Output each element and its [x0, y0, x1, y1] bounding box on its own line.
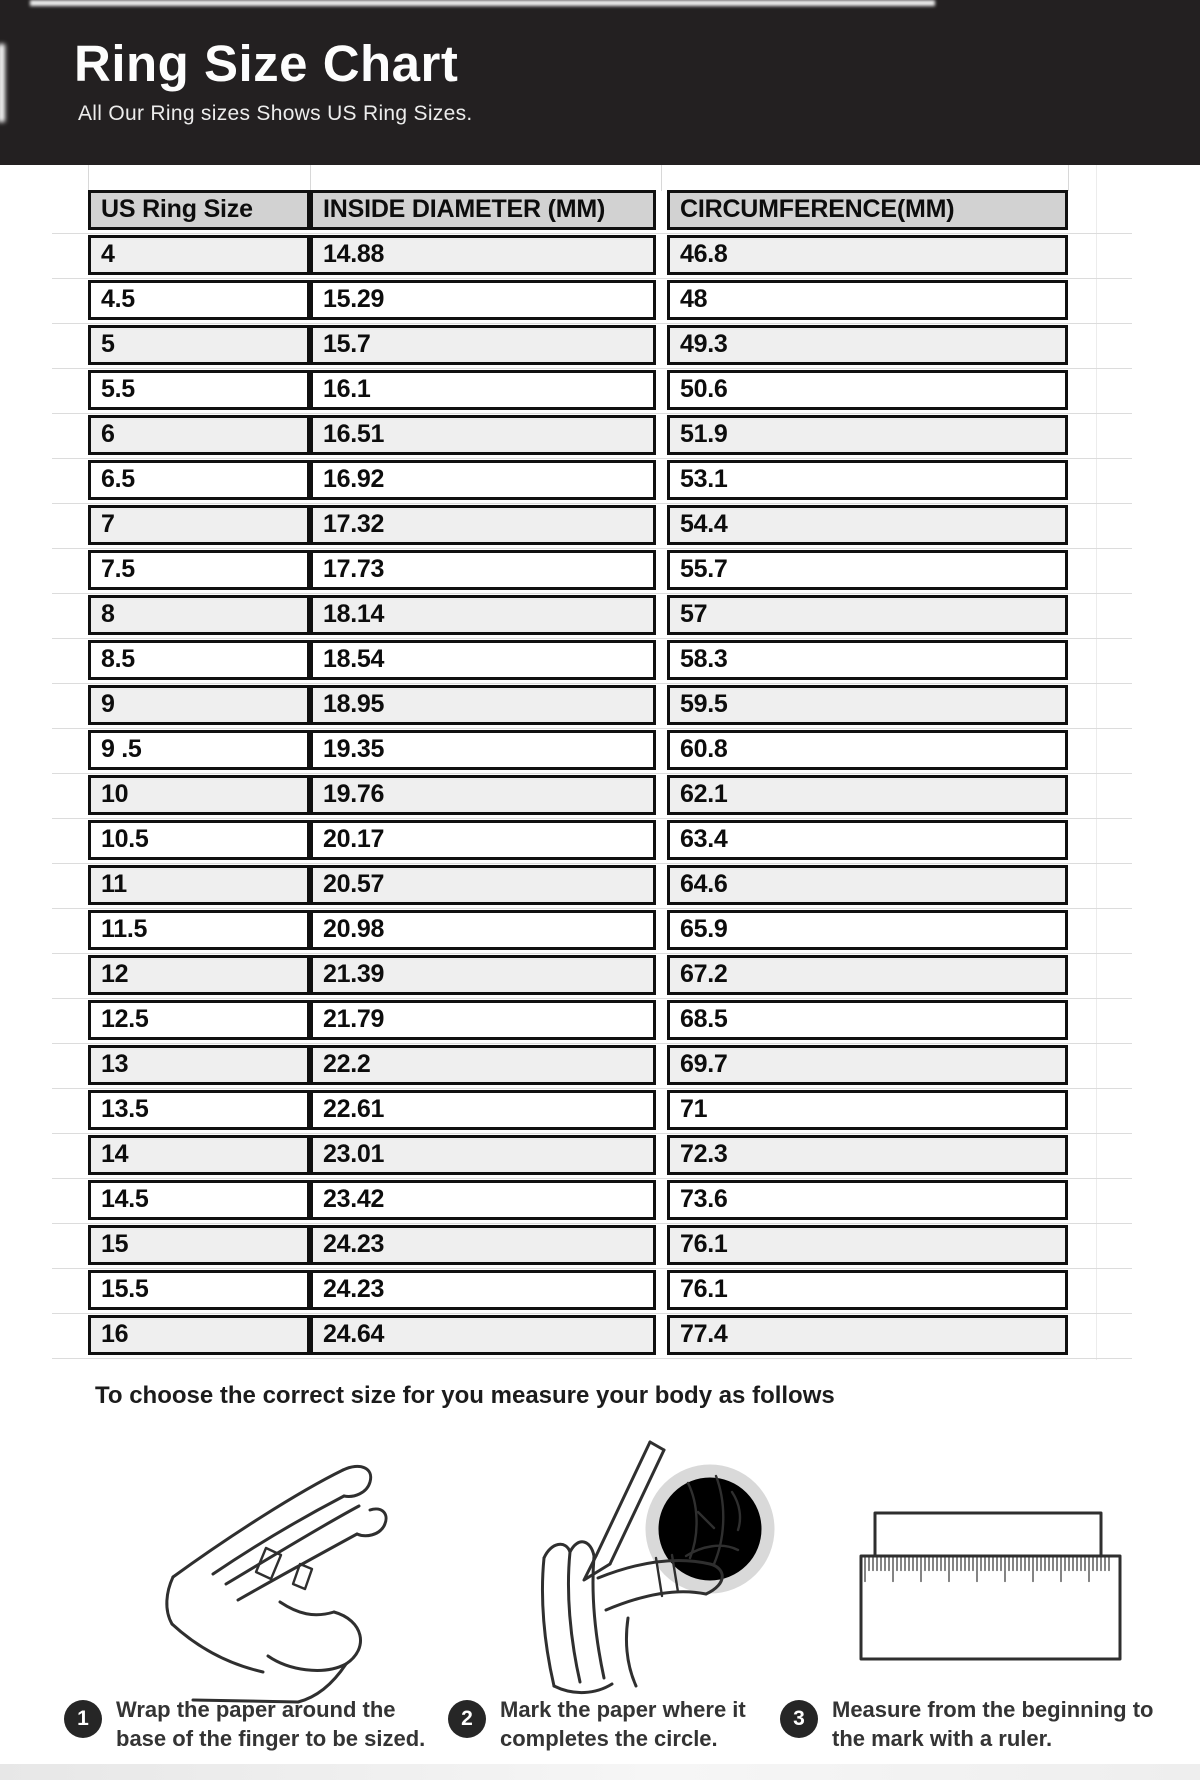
ring-size-cell: 7.5 [88, 550, 310, 590]
page-subtitle: All Our Ring sizes Shows US Ring Sizes. [78, 102, 473, 125]
diameter-cell: 22.2 [310, 1045, 656, 1085]
step-number-badge: 1 [64, 1700, 102, 1738]
ring-size-cell: 14.5 [88, 1180, 310, 1220]
circumference-cell: 67.2 [667, 955, 1068, 995]
grid-line [52, 683, 1132, 684]
table-row [88, 505, 1068, 545]
table-row [88, 235, 1068, 275]
ring-size-cell: 4.5 [88, 280, 310, 320]
ring-size-cell: 10.5 [88, 820, 310, 860]
table-header-row [88, 190, 1068, 230]
diameter-cell: 16.1 [310, 370, 656, 410]
circumference-cell: 69.7 [667, 1045, 1068, 1085]
diameter-cell: 18.54 [310, 640, 656, 680]
table-row [88, 1315, 1068, 1355]
grid-line [52, 548, 1132, 549]
ring-size-cell: 12 [88, 955, 310, 995]
table-row [88, 1135, 1068, 1175]
ring-size-cell: 11.5 [88, 910, 310, 950]
ring-size-cell: 8 [88, 595, 310, 635]
circumference-cell: 77.4 [667, 1315, 1068, 1355]
circumference-cell: 46.8 [667, 235, 1068, 275]
table-row [88, 910, 1068, 950]
circumference-cell: 51.9 [667, 415, 1068, 455]
grid-line [52, 728, 1132, 729]
grid-line [52, 1268, 1132, 1269]
diameter-cell: 21.79 [310, 1000, 656, 1040]
grid-line [52, 953, 1132, 954]
wrap-finger-illustration-icon [138, 1452, 388, 1712]
diameter-cell: 19.76 [310, 775, 656, 815]
diameter-cell: 20.57 [310, 865, 656, 905]
diameter-cell: 20.98 [310, 910, 656, 950]
ring-size-cell: 12.5 [88, 1000, 310, 1040]
diameter-cell: 20.17 [310, 820, 656, 860]
circumference-cell: 50.6 [667, 370, 1068, 410]
size-table-sheet [0, 165, 1200, 1380]
instructions-heading: To choose the correct size for you measure your body as follows [95, 1382, 835, 1409]
table-row [88, 1000, 1068, 1040]
grid-line [52, 773, 1132, 774]
table-row [88, 415, 1068, 455]
table-row [88, 325, 1068, 365]
circumference-cell: 54.4 [667, 505, 1068, 545]
grid-line [52, 368, 1132, 369]
grid-line [52, 1043, 1132, 1044]
diameter-cell: 19.35 [310, 730, 656, 770]
step-caption-text: Wrap the paper around the base of the finger to be sized. [116, 1697, 426, 1752]
grid-line [1068, 165, 1069, 191]
grid-line [52, 1088, 1132, 1089]
table-row [88, 595, 1068, 635]
circumference-cell: 58.3 [667, 640, 1068, 680]
ring-size-cell: 13.5 [88, 1090, 310, 1130]
diameter-cell: 16.51 [310, 415, 656, 455]
ring-size-cell: 16 [88, 1315, 310, 1355]
ring-size-cell: 6 [88, 415, 310, 455]
circumference-cell: 48 [667, 280, 1068, 320]
grid-line [661, 165, 662, 191]
diameter-cell: 14.88 [310, 235, 656, 275]
table-row [88, 820, 1068, 860]
diameter-cell: 23.42 [310, 1180, 656, 1220]
table-row [88, 865, 1068, 905]
diameter-cell: 17.73 [310, 550, 656, 590]
table-row [88, 685, 1068, 725]
table-row [88, 370, 1068, 410]
ring-size-cell: 13 [88, 1045, 310, 1085]
ring-size-cell: 15.5 [88, 1270, 310, 1310]
grid-line [52, 1313, 1132, 1314]
diameter-cell: 21.39 [310, 955, 656, 995]
ring-size-cell: 15 [88, 1225, 310, 1265]
ring-size-cell: 7 [88, 505, 310, 545]
table-row [88, 280, 1068, 320]
step-caption-text: Mark the paper where it completes the circle. [500, 1697, 746, 1752]
ruler-illustration-icon [850, 1505, 1140, 1665]
ring-size-cell: 5.5 [88, 370, 310, 410]
grid-line [52, 503, 1132, 504]
bottom-edge-strip [0, 1764, 1200, 1780]
diameter-cell: 15.7 [310, 325, 656, 365]
table-row [88, 1225, 1068, 1265]
grid-line [88, 165, 89, 191]
grid-line [52, 1178, 1132, 1179]
diameter-cell: 15.29 [310, 280, 656, 320]
grid-line [52, 593, 1132, 594]
ring-size-cell: 11 [88, 865, 310, 905]
table-row [88, 640, 1068, 680]
grid-line [52, 1358, 1132, 1359]
diameter-cell: 24.64 [310, 1315, 656, 1355]
grid-line [1096, 165, 1097, 1360]
table-row [88, 1270, 1068, 1310]
circumference-cell: 53.1 [667, 460, 1068, 500]
circumference-cell: 60.8 [667, 730, 1068, 770]
column-header-us-ring-size: US Ring Size [88, 190, 310, 230]
circumference-cell: 64.6 [667, 865, 1068, 905]
circumference-cell: 68.5 [667, 1000, 1068, 1040]
circumference-cell: 65.9 [667, 910, 1068, 950]
circumference-cell: 49.3 [667, 325, 1068, 365]
grid-line [52, 998, 1132, 999]
circumference-cell: 71 [667, 1090, 1068, 1130]
step-number-badge: 2 [448, 1700, 486, 1738]
circumference-cell: 73.6 [667, 1180, 1068, 1220]
column-header-inside-diameter: INSIDE DIAMETER (MM) [310, 190, 656, 230]
table-row [88, 1180, 1068, 1220]
grid-line [52, 863, 1132, 864]
table-body [88, 235, 1068, 1355]
grid-line [52, 1133, 1132, 1134]
table-row [88, 1090, 1068, 1130]
circumference-cell: 57 [667, 595, 1068, 635]
mark-paper-illustration-icon [448, 1428, 798, 1718]
table-row [88, 460, 1068, 500]
ring-size-table [88, 190, 1068, 1360]
circumference-cell: 62.1 [667, 775, 1068, 815]
page-title: Ring Size Chart [74, 35, 459, 92]
step-caption [448, 1695, 768, 1753]
table-row [88, 1045, 1068, 1085]
circumference-cell: 59.5 [667, 685, 1068, 725]
table-row [88, 775, 1068, 815]
diameter-cell: 18.14 [310, 595, 656, 635]
circumference-cell: 76.1 [667, 1225, 1068, 1265]
circumference-cell: 76.1 [667, 1270, 1068, 1310]
ring-size-cell: 8.5 [88, 640, 310, 680]
circumference-cell: 63.4 [667, 820, 1068, 860]
ring-size-cell: 10 [88, 775, 310, 815]
grid-line [52, 233, 1132, 234]
ring-size-cell: 14 [88, 1135, 310, 1175]
diameter-cell: 17.32 [310, 505, 656, 545]
grid-line [52, 908, 1132, 909]
ring-size-cell: 9 [88, 685, 310, 725]
grid-line [52, 413, 1132, 414]
grid-line [52, 638, 1132, 639]
ring-size-cell: 5 [88, 325, 310, 365]
table-row [88, 955, 1068, 995]
grid-line [52, 1223, 1132, 1224]
diameter-cell: 24.23 [310, 1270, 656, 1310]
step-caption [780, 1695, 1166, 1753]
ring-size-cell: 9 .5 [88, 730, 310, 770]
circumference-cell: 72.3 [667, 1135, 1068, 1175]
diameter-cell: 24.23 [310, 1225, 656, 1265]
table-row [88, 550, 1068, 590]
circumference-cell: 55.7 [667, 550, 1068, 590]
banner [0, 0, 1200, 165]
grid-line [52, 818, 1132, 819]
diameter-cell: 22.61 [310, 1090, 656, 1130]
step-caption-text: Measure from the beginning to the mark with a ruler. [832, 1697, 1154, 1752]
table-row [88, 730, 1068, 770]
grid-line [52, 278, 1132, 279]
banner-left-edge-highlight [0, 44, 5, 122]
banner-top-edge-highlight [30, 0, 935, 6]
ring-size-cell: 4 [88, 235, 310, 275]
diameter-cell: 18.95 [310, 685, 656, 725]
grid-line [310, 165, 311, 191]
grid-line [52, 458, 1132, 459]
column-header-circumference: CIRCUMFERENCE(MM) [667, 190, 1068, 230]
step-number-badge: 3 [780, 1700, 818, 1738]
ring-size-cell: 6.5 [88, 460, 310, 500]
step-caption [64, 1695, 448, 1753]
diameter-cell: 23.01 [310, 1135, 656, 1175]
grid-line [52, 323, 1132, 324]
diameter-cell: 16.92 [310, 460, 656, 500]
